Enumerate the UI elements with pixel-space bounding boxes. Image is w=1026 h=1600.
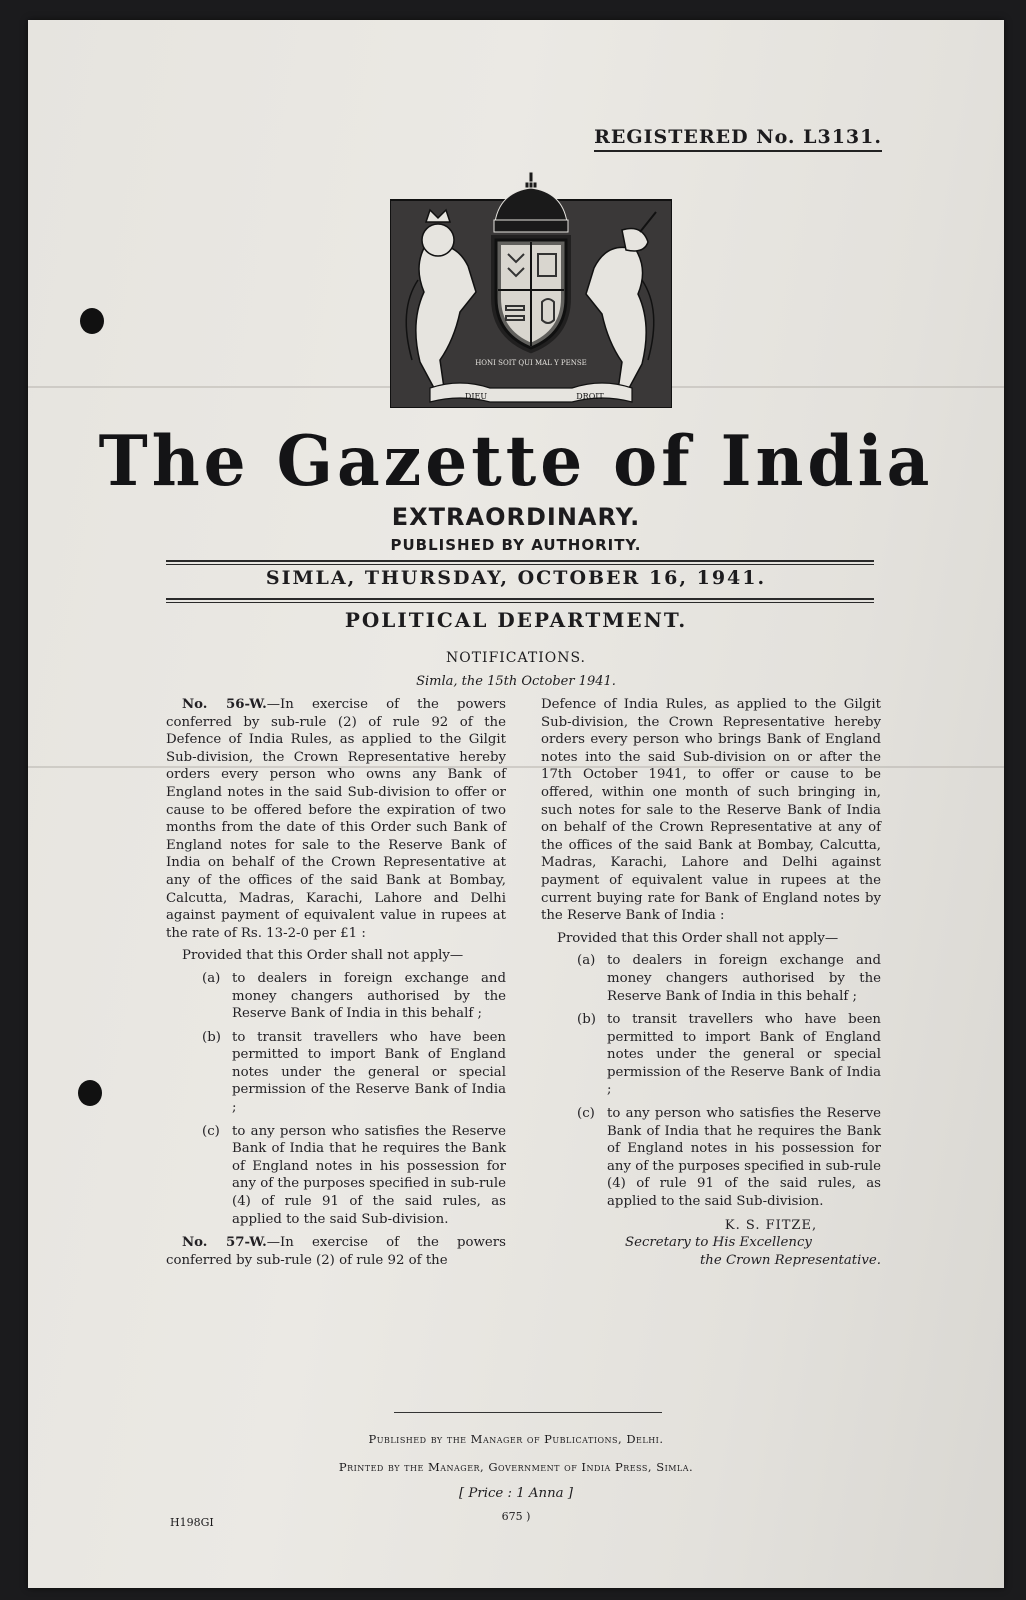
publisher-line: Published by the Manager of Publications, Delhi. (368, 1432, 664, 1446)
left-column (166, 696, 506, 1274)
dateline: SIMLA, THURSDAY, OCTOBER 16, 1941. (265, 567, 767, 589)
price-label: [ Price : 1 Anna ] (459, 1486, 573, 1501)
notification-57-continuation: Defence of India Rules, as applied to the Gilgit Sub-division, the Crown Representative hereby orders every person who brings Bank of England notes into the said Sub-division on or after the 17th October 1941, to offer or cause to be offered, within one month of such bringing in, such notes for sale to the Reserve Bank of India on behalf of the Crown Representative at any of the offices of the said Bank at Bombay, Calcutta, Madras, Karachi, Lahore and Delhi against payment of equivalent value in rupees at the current buying rate for Bank of England notes by the Reserve Bank of India : (541, 697, 881, 924)
double-rule (166, 598, 874, 603)
notification-56-number: No. 56-W. (182, 697, 267, 712)
printer-line: Printed by the Manager, Government of India Press, Simla. (338, 1460, 694, 1474)
signatory-name: K. S. FITZE, (724, 1217, 818, 1233)
clause-a: (a) to dealers in foreign exchange and money changers authorised by the Reserve Bank of India in this behalf ; (202, 970, 506, 1022)
footer-rule (394, 1412, 662, 1413)
authority-label: PUBLISHED BY AUTHORITY. (390, 536, 642, 554)
notification-56-text: —In exercise of the powers conferred by sub-rule (2) of rule 92 of the Defence of India Rules, as applied to the Gilgit Sub-division, the Crown Representative hereby orders every person who owns any Bank of England notes in the said Sub-division to offer or cause to be offered before the expiration of two months from the date of this Order such Bank of England notes for sale to the Reserve Bank of India on behalf of the Crown Representative at any of the offices of the said Bank at Bombay, Calcutta, Madras, Karachi, Lahore and Delhi against payment of equivalent value in rupees at the rate of Rs. 13-2-0 per £1 : (166, 697, 506, 941)
double-rule (166, 560, 874, 565)
motto-right-text: DROIT (576, 392, 604, 401)
registration-number: REGISTERED No. L3131. (594, 126, 882, 152)
gazette-title: The Gazette of India (98, 420, 934, 502)
motto-left-text: DIEU (464, 392, 488, 401)
right-column (541, 696, 881, 1269)
notifications-heading: NOTIFICATIONS. (445, 650, 587, 666)
clause-a: (a) to dealers in foreign exchange and money changers authorised by the Reserve Bank of India in this behalf ; (577, 953, 881, 1004)
print-code: H198GI (170, 1516, 214, 1529)
proviso: Provided that this Order shall not apply— (557, 930, 839, 946)
punch-hole (78, 1080, 102, 1106)
signature-block (541, 1217, 881, 1270)
clause-c: (c) to any person who satisfies the Reserve Bank of India that he requires the Bank of England notes in his possession for any of the purposes specified in sub-rule (4) of rule 91 of the said rules, as applied to the said Sub-division. (202, 1123, 506, 1227)
page-number: 675 ) (501, 1510, 531, 1523)
punch-hole (80, 308, 104, 334)
signatory-title-line-1: Secretary to His Excellency (625, 1235, 812, 1251)
department-heading: POLITICAL DEPARTMENT. (344, 608, 688, 632)
garter-motto: HONI SOIT QUI MAL Y PENSE (475, 359, 587, 367)
clause-c: (c) to any person who satisfies the Reserve Bank of India that he requires the Bank of England notes in his possession for any of the purposes specified in sub-rule (4) of rule 91 of the said rules, as applied to the said Sub-division. (577, 1106, 881, 1210)
notification-56 (166, 696, 506, 942)
edition-label: EXTRAORDINARY. (391, 503, 641, 531)
notification-57 (166, 1234, 506, 1269)
proviso: Provided that this Order shall not apply— (182, 948, 464, 964)
clause-b: (b) to transit travellers who have been permitted to import Bank of England notes under the general or special permission of the Reserve Bank of India ; (577, 1012, 881, 1098)
notification-57-number: No. 57-W. (182, 1235, 267, 1251)
notification-57-text: —In exercise of the powers conferred by sub-rule (2) of rule 92 of the (166, 1235, 506, 1268)
royal-coat-of-arms-emblem (390, 160, 672, 408)
gazette-page (28, 20, 1004, 1588)
signatory-title-line-2: the Crown Representative. (699, 1252, 881, 1268)
place-date: Simla, the 15th October 1941. (416, 674, 616, 689)
clause-b: (b) to transit travellers who have been permitted to import Bank of England notes under the general or special permission of the Reserve Bank of India ; (202, 1029, 506, 1116)
